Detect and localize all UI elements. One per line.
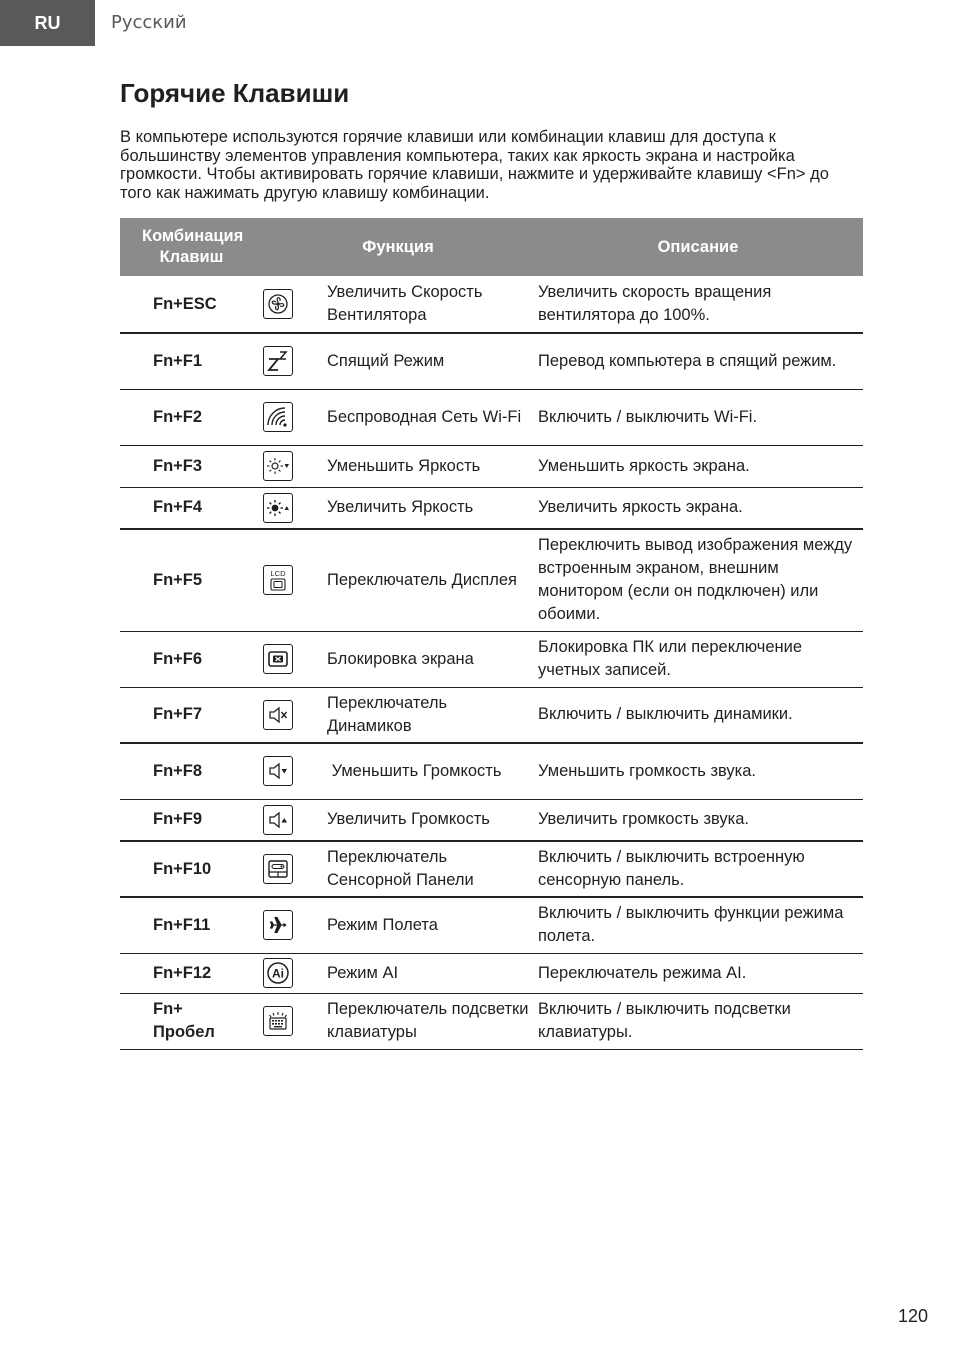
table-row — [120, 333, 863, 389]
function-description: Блокировка ПК или переключение учетных записей. — [533, 631, 863, 687]
keyboard-backlight-icon — [263, 1006, 293, 1036]
key-combination: Fn+F4 — [120, 487, 263, 529]
volume-down-icon — [263, 756, 293, 786]
key-combination: Fn+F2 — [120, 389, 263, 445]
function-name: Переключатель Динамиков — [325, 687, 533, 743]
function-name: Блокировка экрана — [325, 631, 533, 687]
table-row — [120, 276, 863, 333]
function-name: Увеличить Яркость — [325, 487, 533, 529]
language-name: Русский — [111, 12, 187, 33]
table-row — [120, 389, 863, 445]
table-row — [120, 487, 863, 529]
airplane-icon — [263, 910, 293, 940]
function-description: Включить / выключить динамики. — [533, 687, 863, 743]
display-switch-icon — [263, 565, 293, 595]
function-description: Перевод компьютера в спящий режим. — [533, 333, 863, 389]
function-description: Увеличить громкость звука. — [533, 799, 863, 841]
table-row — [120, 529, 863, 631]
function-name: Беспроводная Сеть Wi-Fi — [325, 389, 533, 445]
table-row — [120, 799, 863, 841]
function-description: Включить / выключить Wi-Fi. — [533, 389, 863, 445]
function-name: Увеличить Громкость — [325, 799, 533, 841]
function-description: Уменьшить яркость экрана. — [533, 445, 863, 487]
hotkeys-table — [120, 218, 863, 1050]
function-description: Переключатель режима AI. — [533, 953, 863, 993]
function-description: Увеличить яркость экрана. — [533, 487, 863, 529]
table-row — [120, 687, 863, 743]
key-combination: Fn+F6 — [120, 631, 263, 687]
key-combination: Fn+F7 — [120, 687, 263, 743]
key-combination: Fn+F12 — [120, 953, 263, 993]
ai-mode-icon — [263, 958, 293, 988]
function-description: Переключить вывод изображения между встроенным экраном, внешним монитором (если он подключен) или обоими. — [533, 529, 863, 631]
lock-screen-icon — [263, 644, 293, 674]
header-description: Описание — [533, 218, 863, 276]
function-name: Режим Полета — [325, 897, 533, 953]
page-title: Горячие Клавиши — [120, 78, 350, 108]
key-combination: Fn+ Пробел — [120, 993, 263, 1049]
table-row — [120, 993, 863, 1049]
key-combination: Fn+F3 — [120, 445, 263, 487]
svg-text:LCD: LCD — [270, 569, 286, 579]
header-combo: Комбинация Клавиш — [120, 218, 263, 276]
function-name: Переключатель Сенсорной Панели — [325, 841, 533, 897]
page-number: 120 — [897, 1306, 928, 1326]
function-name: Режим AI — [325, 953, 533, 993]
function-name: Уменьшить Громкость — [325, 743, 533, 799]
function-description: Включить / выключить подсветки клавиатуры. — [533, 993, 863, 1049]
fan-icon — [263, 289, 293, 319]
key-combination: Fn+F9 — [120, 799, 263, 841]
function-name: Спящий Режим — [325, 333, 533, 389]
sleep-icon — [263, 346, 293, 376]
function-description: Включить / выключить функции режима полета. — [533, 897, 863, 953]
function-name: Уменьшить Яркость — [325, 445, 533, 487]
wifi-icon — [263, 402, 293, 432]
key-combination: Fn+ESC — [120, 276, 263, 333]
table-row — [120, 897, 863, 953]
table-row — [120, 631, 863, 687]
intro-paragraph: В компьютере используются горячие клавиши или комбинации клавиш для доступа к большинству элементов управления компьютера, таких как яркость экрана и настройка громкости. Чтобы активировать горячие клавиши, нажмите и удерживайте клавишу <Fn> до того как нажимать другую клавишу комбинации. — [120, 128, 829, 202]
function-description: Увеличить скорость вращения вентилятора до 100%. — [533, 276, 863, 333]
volume-up-icon — [263, 805, 293, 835]
table-row — [120, 445, 863, 487]
function-name: Переключатель Дисплея — [325, 529, 533, 631]
header-function: Функция — [263, 218, 533, 276]
key-combination: Fn+F8 — [120, 743, 263, 799]
key-combination: Fn+F10 — [120, 841, 263, 897]
key-combination: Fn+F1 — [120, 333, 263, 389]
speaker-mute-icon — [263, 700, 293, 730]
function-name: Переключатель подсветки клавиатуры — [325, 993, 533, 1049]
table-header-row — [120, 218, 863, 276]
table-row — [120, 743, 863, 799]
function-name: Увеличить Скорость Вентилятора — [325, 276, 533, 333]
touchpad-icon — [263, 854, 293, 884]
svg-text:Ai: Ai — [272, 966, 284, 981]
language-tab: RU — [0, 0, 95, 46]
function-description: Уменьшить громкость звука. — [533, 743, 863, 799]
brightness-up-icon — [263, 493, 293, 523]
key-combination: Fn+F11 — [120, 897, 263, 953]
table-row — [120, 841, 863, 897]
function-description: Включить / выключить встроенную сенсорную панель. — [533, 841, 863, 897]
key-combination: Fn+F5 — [120, 529, 263, 631]
table-row — [120, 953, 863, 993]
brightness-down-icon — [263, 451, 293, 481]
